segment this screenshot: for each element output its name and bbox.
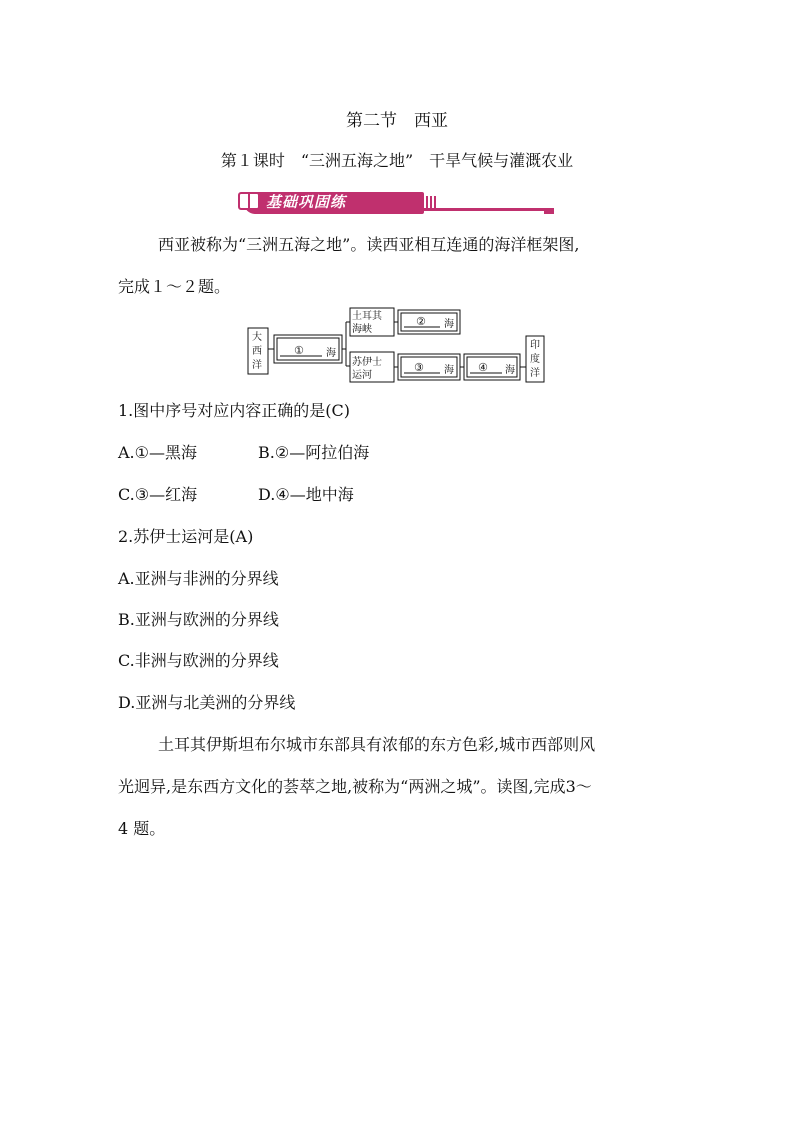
suez-line1: 苏伊士 xyxy=(352,357,382,368)
indian-char-1: 印 xyxy=(530,340,540,351)
atlantic-char-2: 西 xyxy=(252,346,262,357)
sea2-number: ② xyxy=(416,315,426,328)
q2-option-c: C.非洲与欧洲的分界线 xyxy=(118,651,279,670)
turkish-strait-line2: 海峡 xyxy=(352,324,372,335)
q2-option-b: B.亚洲与欧洲的分界线 xyxy=(118,610,279,629)
q1-option-c: C.③—红海 xyxy=(118,485,198,504)
intro-line-2: 完成１～２题。 xyxy=(118,277,231,296)
sea3-number: ③ xyxy=(414,361,424,374)
passage-line-1: 土耳其伊斯坦布尔城市东部具有浓郁的东方色彩,城市西部则风 xyxy=(158,735,596,754)
sea-connection-diagram xyxy=(246,306,546,386)
sea1-char: 海 xyxy=(326,348,336,359)
q2-option-a: A.亚洲与非洲的分界线 xyxy=(118,569,279,588)
question-2-stem: 2.苏伊士运河是(A) xyxy=(118,527,254,546)
q1-option-b: B.②—阿拉伯海 xyxy=(258,443,370,462)
atlantic-char-1: 大 xyxy=(252,332,262,343)
banner-underline xyxy=(418,208,548,211)
lesson-title: 第１课时 “三洲五海之地” 干旱气候与灌溉农业 xyxy=(220,151,574,170)
q1-option-d: D.④—地中海 xyxy=(258,485,354,504)
passage-line-3: 4 题。 xyxy=(118,819,166,838)
banner-end-mark xyxy=(544,208,554,214)
sea4-number: ④ xyxy=(478,361,488,374)
sea1-number: ① xyxy=(294,344,304,357)
indian-char-2: 度 xyxy=(530,354,540,365)
indian-char-3: 洋 xyxy=(530,368,540,379)
sea3-char: 海 xyxy=(444,365,454,376)
section-title: 第二节 西亚 xyxy=(346,111,448,131)
sea2-char: 海 xyxy=(444,319,454,330)
banner-label: 基础巩固练 xyxy=(266,193,347,211)
suez-line2: 运河 xyxy=(352,370,372,381)
q1-option-a: A.①—黑海 xyxy=(118,443,197,462)
sea4-char: 海 xyxy=(505,365,515,376)
intro-line-1: 西亚被称为“三洲五海之地”。读西亚相互连通的海洋框架图, xyxy=(158,235,580,254)
section-banner xyxy=(238,188,558,218)
q2-option-d: D.亚洲与北美洲的分界线 xyxy=(118,693,296,712)
turkish-strait-line1: 土耳其 xyxy=(352,311,382,322)
passage-line-2: 光迥异,是东西方文化的荟萃之地,被称为“两洲之城”。读图,完成3～ xyxy=(118,777,592,796)
atlantic-char-3: 洋 xyxy=(252,360,262,371)
question-1-stem: 1.图中序号对应内容正确的是(C) xyxy=(118,401,350,420)
book-icon xyxy=(238,190,260,212)
